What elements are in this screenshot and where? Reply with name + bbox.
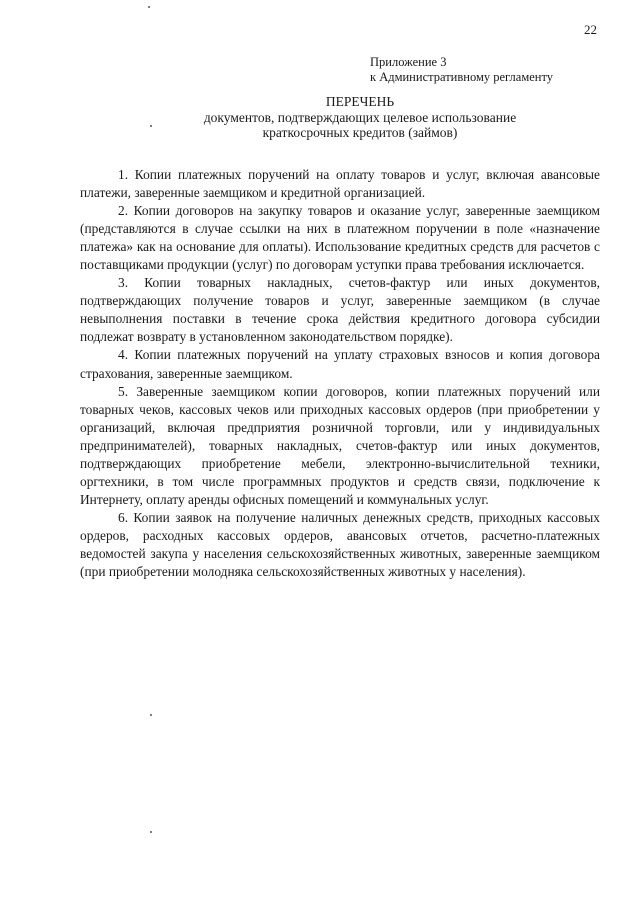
list-item-5: 5. Заверенные заемщиком копии договоров, копии платежных поручений или товарных чеков, кассовых чеков или приходных кассовых ордеров (при приобретении у организаций, включая предприятия розничной торговли, или у индивидуальных предпринимателей), товарных накладных, счетов-фактур или иных документов, подтверждающих приобретение мебели, электронно-вычислительной техники, оргтехники, в том числе программных продуктов и средств связи, подключение к Интернету, оплату аренды офисных помещений и коммунальных услуг. xyxy=(80,383,600,507)
document-heading xyxy=(140,94,580,140)
list-item-1: 1. Копии платежных поручений на оплату товаров и услуг, включая авансовые платежи, заверенные заемщиком и кредитной организацией. xyxy=(80,167,600,201)
appendix-reference xyxy=(370,55,553,85)
page-number: 22 xyxy=(584,22,597,37)
appendix-line-1: Приложение 3 xyxy=(370,55,447,69)
list-item-6: 6. Копии заявок на получение наличных денежных средств, приходных кассовых ордеров, расходных кассовых ордеров, авансовых отчетов, расчетно-платежных ведомостей закупа у населения сельскохозяйственных животных, заверенные заемщиком (при приобретении молодняка сельскохозяйственных животных у населения). xyxy=(80,509,600,580)
document-title: ПЕРЕЧЕНЬ xyxy=(325,94,395,109)
document-body xyxy=(80,166,600,581)
scan-speck xyxy=(150,714,152,716)
document-subtitle-line-2: краткосрочных кредитов (займов) xyxy=(262,125,458,140)
scan-speck xyxy=(150,831,152,833)
document-subtitle-line-1: документов, подтверждающих целевое использование xyxy=(203,110,517,125)
list-item-4: 4. Копии платежных поручений на уплату страховых взносов и копия договора страхования, заверенные заемщиком. xyxy=(80,347,600,381)
scan-speck xyxy=(148,6,150,8)
list-item-2: 2. Копии договоров на закупку товаров и оказание услуг, заверенные заемщиком (представляются в случае ссылки на них в платежном поручении в поле «назначение платежа» как на основание для оплаты). Использование кредитных средств для расчетов с поставщиками продукции (услуг) по договорам уступки права требования исключается. xyxy=(80,203,600,273)
list-item-3: 3. Копии товарных накладных, счетов-фактур или иных документов, подтверждающих получение товаров и услуг, заверенные заемщиком (в случае невыполнения поставки в течение срока действия кредитного договора субсидии подлежат возврату в установленном законодательством порядке). xyxy=(80,275,600,345)
appendix-line-2: к Административному регламенту xyxy=(370,70,554,84)
